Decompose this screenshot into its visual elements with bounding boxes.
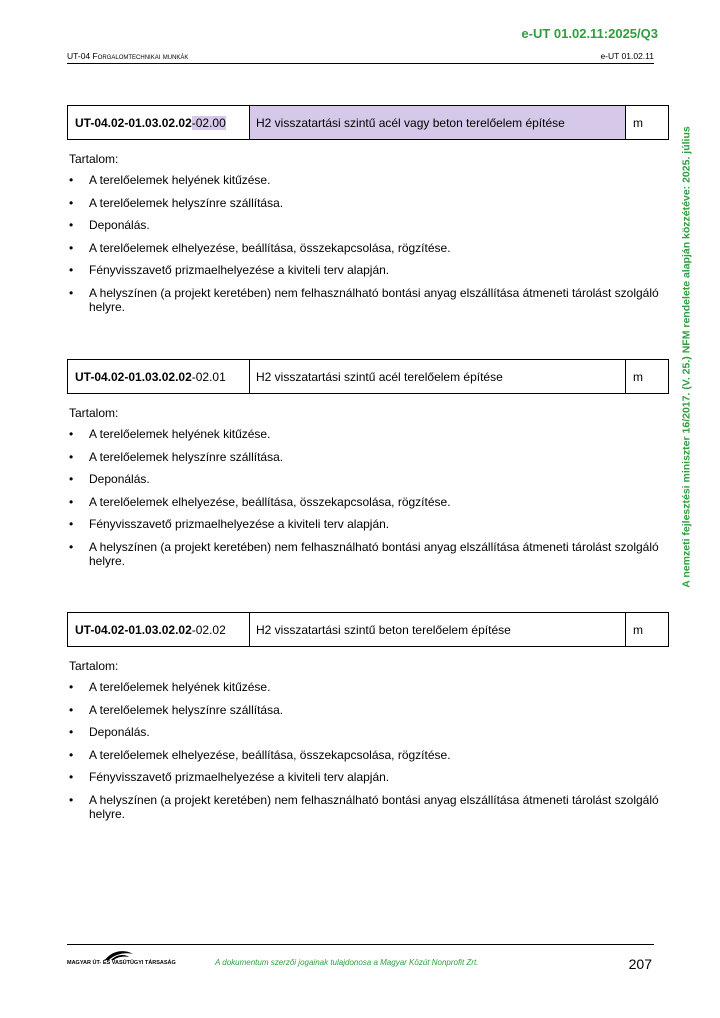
list-item: • A helyszínen (a projekt keretében) nem felhasználható bontási anyag elszállítása átmeneti tárolást szolgáló helyre. [89,540,669,568]
page-number: 207 [628,956,652,972]
list-item: • Fényvisszavető prizmaelhelyezése a kiviteli terv alapján. [89,770,669,784]
item-code-table [67,612,669,647]
list-item: • A terelőelemek helyének kitűzése. [89,427,669,441]
list-item: • A terelőelemek elhelyezése, beállítása, összekapcsolása, rögzítése. [89,241,669,255]
item-unit: m [633,115,643,130]
list-item: • Fényvisszavető prizmaelhelyezése a kiviteli terv alapján. [89,263,669,277]
content-list [67,680,669,821]
list-item: • A terelőelemek helyének kitűzése. [89,680,669,694]
running-header [67,51,654,64]
item-unit: m [633,622,643,637]
content-label: Tartalom: [69,152,119,166]
item-unit: m [633,369,643,384]
list-item: • A terelőelemek helyszínre szállítása. [89,703,669,717]
list-item: • A terelőelemek elhelyezése, beállítása, összekapcsolása, rögzítése. [89,495,669,509]
document-code: e-UT 01.02.11:2025/Q3 [521,26,658,41]
item-code: UT-04.02-01.03.02.02 -02.00 [68,106,250,139]
item-title: H2 visszatartási szintű beton terelőelem építése [250,613,626,646]
content-list [67,427,669,568]
item-code: UT-04.02-01.03.02.02 -02.02 [68,613,250,646]
work-item-2 [67,359,669,576]
work-item-1 [67,105,669,322]
content-list [67,173,669,314]
side-publication-note: A nemzeti fejlesztési miniszter 16/2017. (V. 25.) NFM rendelete alapján közzétéve: 2025. július [680,126,693,588]
list-item: • A terelőelemek elhelyezése, beállítása, összekapcsolása, rögzítése. [89,748,669,762]
content-label: Tartalom: [69,659,119,673]
item-code-table [67,359,669,394]
list-item: • Fényvisszavető prizmaelhelyezése a kiviteli terv alapján. [89,517,669,531]
list-item: • Deponálás. [89,472,669,486]
work-item-3 [67,612,669,829]
list-item: • A terelőelemek helyszínre szállítása. [89,196,669,210]
item-code-table [67,105,669,140]
list-item: • A terelőelemek helyének kitűzése. [89,173,669,187]
company-logo [67,948,167,970]
item-title: H2 visszatartási szintű acél vagy beton terelőelem építése [250,106,626,139]
list-item: • A terelőelemek helyszínre szállítása. [89,450,669,464]
list-item: • A helyszínen (a projekt keretében) nem felhasználható bontási anyag elszállítása átmeneti tárolást szolgáló helyre. [89,793,669,821]
logo-text: MAGYAR ÚT- ÉS VASÚTÜGYI TÁRSASÁG [67,960,176,966]
list-item: • Deponálás. [89,218,669,232]
item-title: H2 visszatartási szintű acél terelőelem építése [250,360,626,393]
running-header-right: e-UT 01.02.11 [600,51,654,61]
running-header-left: UT-04 Forgalomtechnikai munkák [67,51,189,61]
footer-divider [67,944,654,945]
list-item: • Deponálás. [89,725,669,739]
item-code: UT-04.02-01.03.02.02 -02.01 [68,360,250,393]
content-label: Tartalom: [69,406,119,420]
list-item: • A helyszínen (a projekt keretében) nem felhasználható bontási anyag elszállítása átmeneti tárolást szolgáló helyre. [89,286,669,314]
copyright-note: A dokumentum szerzői jogainak tulajdonosa a Magyar Közút Nonprofit Zrt. [215,958,479,967]
